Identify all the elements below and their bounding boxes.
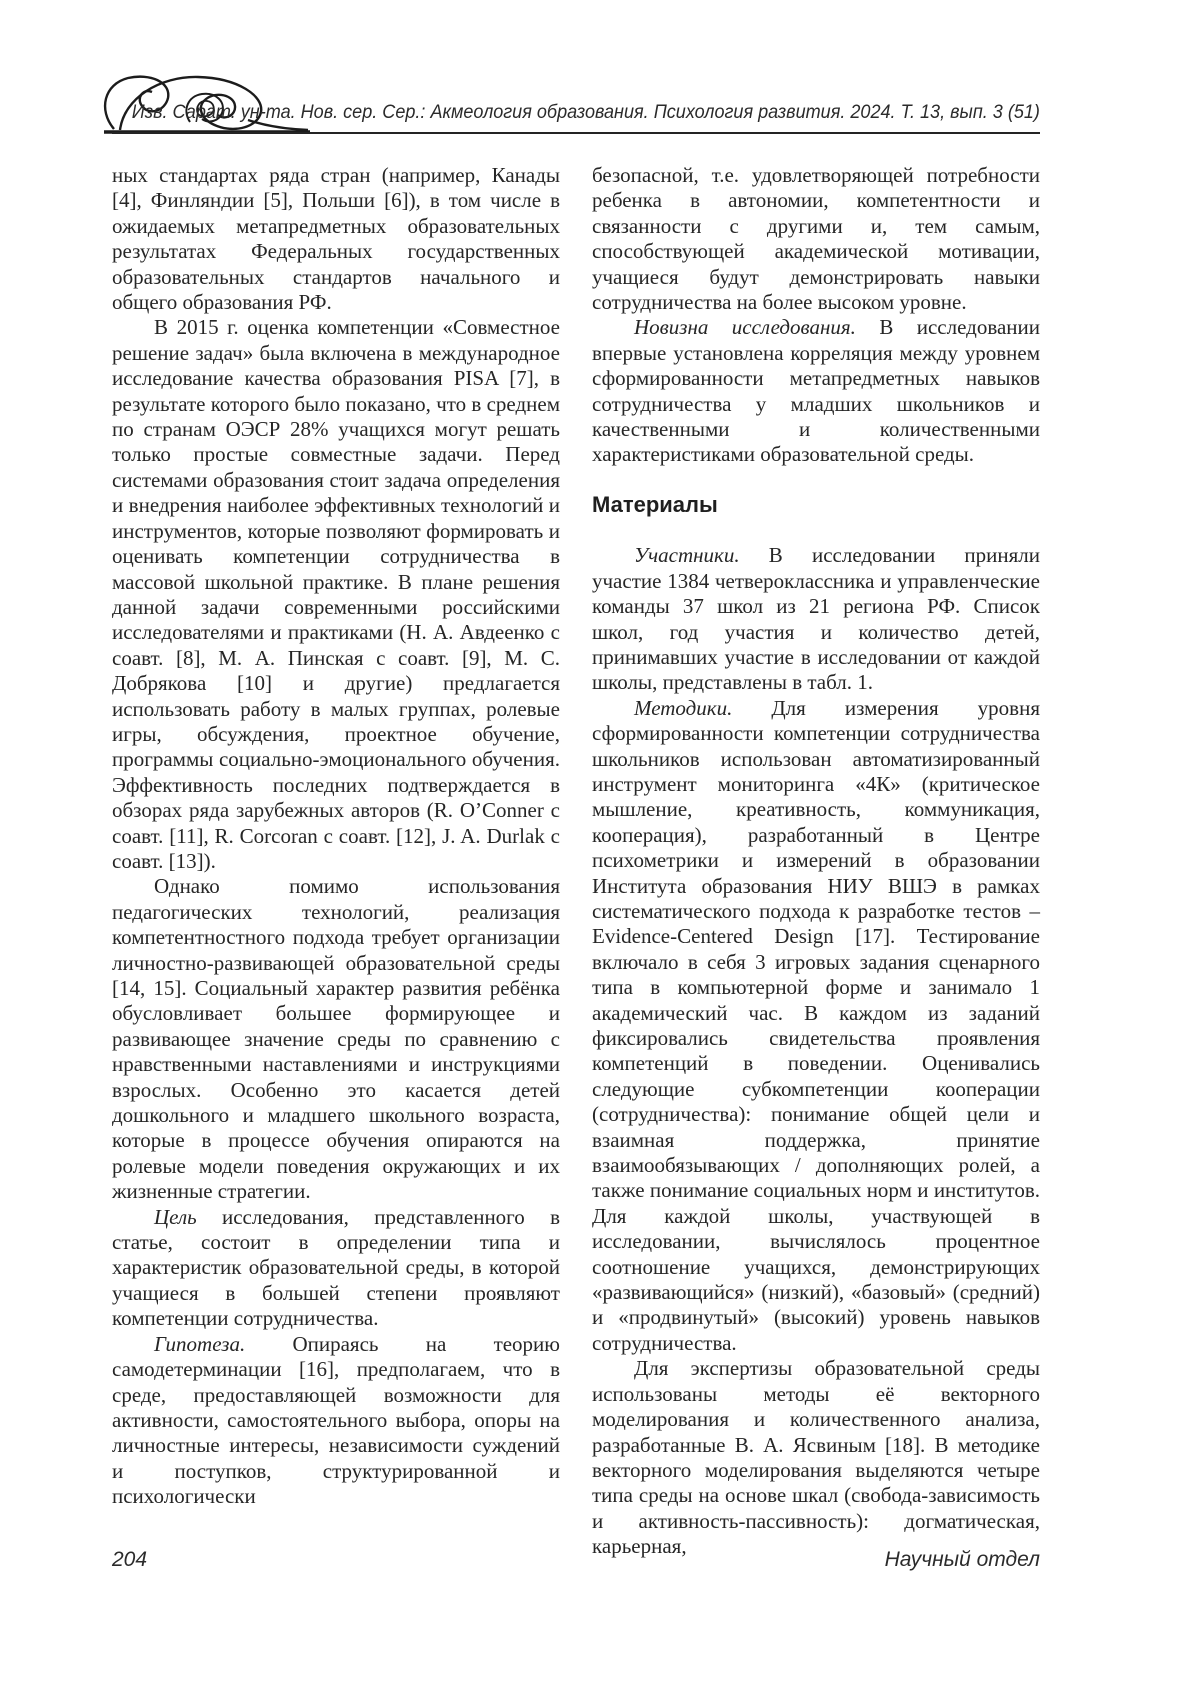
paragraph [592, 163, 1040, 315]
paragraph [592, 1356, 1040, 1559]
paragraph [112, 163, 560, 315]
italic-run: Новизна исследования. [634, 315, 856, 340]
paragraph [112, 315, 560, 874]
italic-run: Цель [154, 1204, 197, 1229]
footer-section-label: Научный отдел [884, 1548, 1040, 1571]
journal-header-text: Изв. Сарат. ун-та. Нов. сер. Сер.: Акмеология образования. Психология развития. 2024. Т. 13, вып. 3 (51) [131, 102, 1040, 123]
text-run: исследования, представленного в статье, состоит в определении типа и характеристик образовательной среды, в которой учащиеся в большей степени проявляют компетенции сотрудничества. [112, 1204, 560, 1331]
text-run: Однако помимо использования педагогических технологий, реализация компетентностного подхода требует организации личностно-развивающей образовательной среды [14, 15]. Социальный характер развития ребёнка обусловливает большее формирующее и развивающее значение среды по сравнению с нравственными наставлениями и инструкциями взрослых. Особенно это касается детей дошкольного и младшего школьного возраста, которые в процессе обучения опираются на ролевые модели поведения окружающих и их жизненные стратегии. [112, 874, 560, 1204]
section-heading: Материалы [592, 491, 718, 517]
paragraph [112, 1205, 560, 1332]
text-run: Для экспертизы образовательной среды использованы методы её векторного моделирования и количественного анализа, разработанные В. А. Ясвиным [18]. В методике векторного моделирования выделяются четыре типа среды на основе шкал (свобода-зависимость и активность-пассивность): догматическая, карьерная, [592, 1356, 1040, 1559]
italic-run: Методики. [634, 695, 733, 720]
page-footer [112, 1548, 1040, 1572]
header-rule [112, 132, 1040, 134]
paragraph [592, 696, 1040, 1357]
left-column [112, 163, 560, 1560]
text-run: безопасной, т.е. удовлетворяющей потребности ребенка в автономии, компетентности и связанности с другими и, тем самым, способствующей академической мотивации, учащиеся будут демонстрировать навыки сотрудничества на более высоком уровне. [592, 163, 1040, 315]
text-run: Опираясь на теорию самодетерминации [16], предполагаем, что в среде, предоставляющей возможности для активности, самостоятельного выбора, опоры на личностные интересы, независимости суждений и поступков, структурированной и психологически [112, 1331, 560, 1509]
page-number: 204 [112, 1548, 148, 1571]
text-run: ных стандартах ряда стран (например, Канады [4], Финляндии [5], Польши [6]), в том числе в ожидаемых метапредметных образовательных результатах Федеральных государственных образовательных стандартов начального и общего образования РФ. [112, 163, 560, 315]
paragraph [112, 874, 560, 1204]
italic-run: Участники. [634, 543, 740, 568]
right-column [592, 163, 1040, 1560]
italic-run: Гипотеза. [154, 1331, 246, 1356]
text-run: В 2015 г. оценка компетенции «Совместное решение задач» была включена в международное исследование качества образования PISA [7], в результате которого было показано, что в среднем по странам ОЭСР 28% учащихся могут решать только простые совместные задачи. Перед системами образования стоит задача определения и внедрения наиболее эффективных технологий и инструментов, которые позволяют формировать и оценивать компетенции сотрудничества в массовой школьной практике. В плане решения данной задачи современными российскими исследователями и практиками (Н. А. Авдеенко с соавт. [8], М. А. Пинская с соавт. [9], М. С. Добрякова [10] и другие) предлагается использовать работу в малых группах, ролевые игры, обсуждения, проектное обучение, программы социально-эмоционального обучения. Эффективность последних подтверждается в обзорах ряда зарубежных авторов (R. O’Conner с соавт. [11], R. Corcoran с соавт. [12], J. A. Durlak с соавт. [13]). [112, 315, 560, 873]
paragraph [112, 1332, 560, 1510]
text-run: В исследовании впервые установлена корреляция между уровнем сформированности метапредметных навыков сотрудничества у младших школьников и качественными и количественными характеристиками образовательной среды. [592, 315, 1040, 467]
paragraph [592, 315, 1040, 467]
text-run: Для измерения уровня сформированности компетенции сотрудничества школьников использован автоматизированный инструмент мониторинга «4К» (критическое мышление, креативность, коммуникация, кооперация), разработанный в Центре психометрики и измерений в образовании Института образования НИУ ВШЭ в рамках систематического подхода к разработке тестов – Evidence-Centered Design [17]. Тестирование включало в себя 3 игровых задания сценарного типа в компьютерной форме и занимало 1 академический час. В каждом из заданий фиксировались свидетельства проявления компетенций в поведении. Оценивались следующие субкомпетенции кооперации (сотрудничества): понимание общей цели и взаимная поддержка, принятие взаимообязывающих / дополняющих ролей, а также понимание социальных норм и институтов. Для каждой школы, участвующей в исследовании, вычислялось процентное соотношение учащихся, демонстрирующих «развивающийся» (низкий), «базовый» (средний) и «продвинутый» (высокий) уровень навыков сотрудничества. [592, 695, 1040, 1355]
article-body [112, 163, 1040, 1560]
paragraph [592, 543, 1040, 695]
text-run: В исследовании приняли участие 1384 четвероклассника и управленческие команды 37 школ из 21 региона РФ. Список школ, год участия и количество детей, принимавших участие в исследовании от каждой школы, представлены в табл. 1. [592, 543, 1040, 695]
